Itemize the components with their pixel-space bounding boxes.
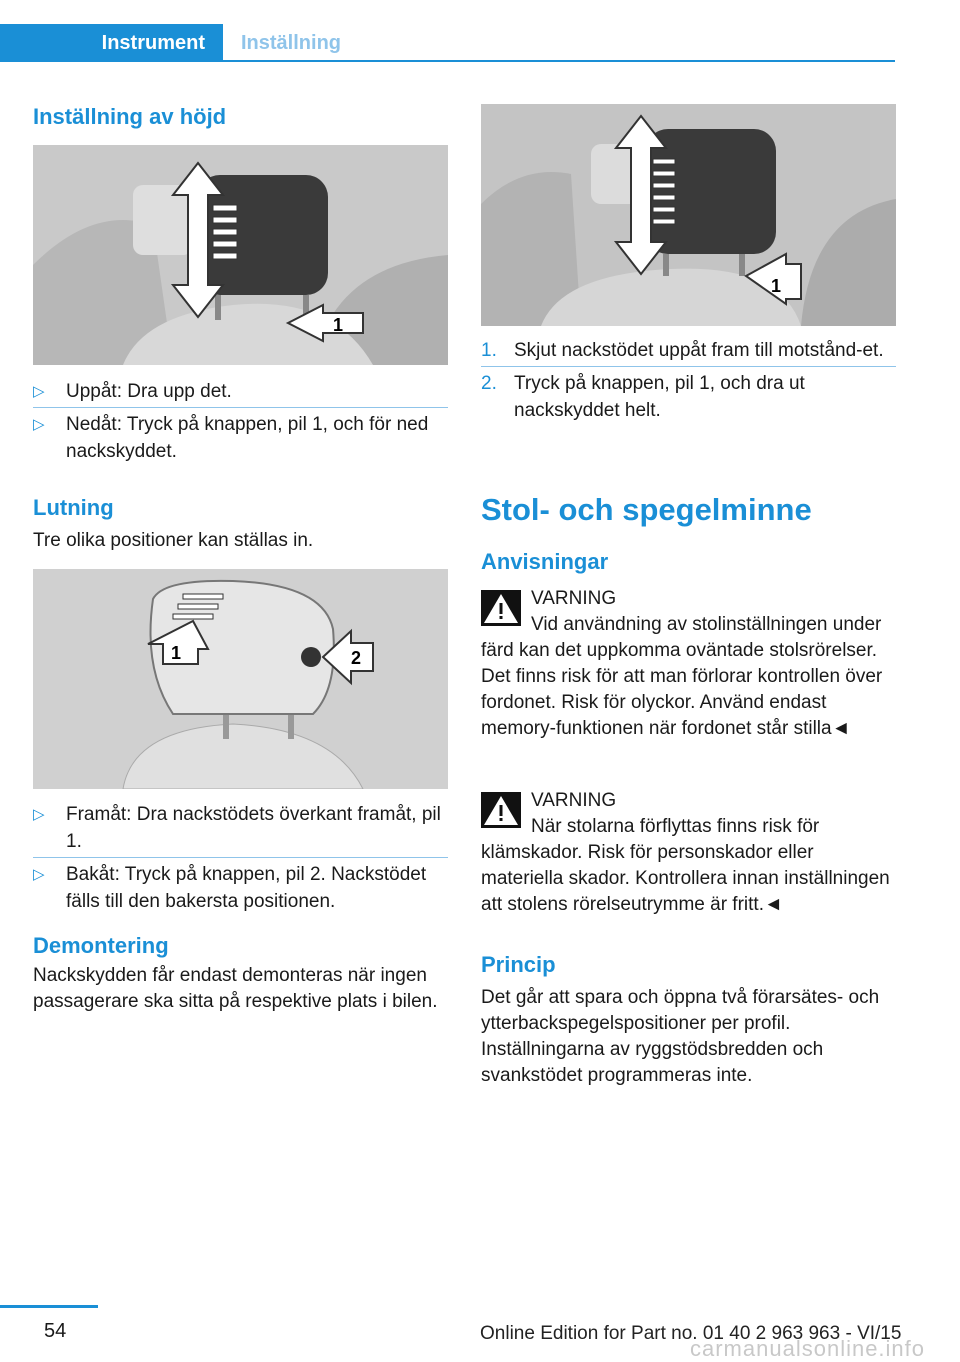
heading-lutning: Lutning xyxy=(33,495,114,520)
text-princip: Det går att spara och öppna två förarsätes- och ytterbackspegelspositioner per profil. Inställningarna av ryggstödsbredden och svankstödet programmeras inte. xyxy=(481,987,880,1086)
list-item: 1. Skjut nackstödet uppåt fram till motstånd-et. xyxy=(481,340,884,361)
heading-demontering: Demontering xyxy=(33,933,169,958)
text-demontering: Nackskydden får endast demonteras när ingen passagerare ska sitta på respektive plats i bilen. xyxy=(33,965,438,1012)
list-tilt xyxy=(33,801,448,915)
warning-label: VARNING xyxy=(531,790,617,811)
page-number: 54 xyxy=(44,1320,67,1342)
watermark: carmanualsonline.info xyxy=(690,1336,926,1361)
tab-instrument[interactable]: Instrument xyxy=(0,24,223,62)
triangle-bullet-icon: ▷ xyxy=(33,416,45,433)
figure-headrest-tilt xyxy=(33,569,448,789)
heading-installning-hojd: Inställning av höjd xyxy=(33,104,227,129)
heading-anvisningar: Anvisningar xyxy=(481,549,609,574)
footer-divider xyxy=(0,1305,98,1308)
list-item: 2. Tryck på knappen, pil 1, och dra ut nackskyddet helt. xyxy=(481,366,896,424)
figure3-label: 1 xyxy=(771,276,782,296)
warning-text: Vid användning av stolinställningen under färd kan det uppkomma oväntade stolsrörelser. Det finns risk för att man förlorar kontrollen över fordonet. Risk för olyckor. Använd endast memory-funktionen när fordonet står stilla◄ xyxy=(481,614,883,739)
figure-headrest-remove xyxy=(481,104,896,326)
warning-block-2 xyxy=(481,788,896,928)
warning-label: VARNING xyxy=(531,588,617,609)
figure-headrest-height xyxy=(33,145,448,365)
figure1-label: 1 xyxy=(333,315,344,335)
steps-list xyxy=(481,337,896,424)
warning-block-1 xyxy=(481,586,896,776)
heading-princip: Princip xyxy=(481,952,556,977)
list-item: ▷ Bakåt: Tryck på knappen, pil 2. Nackstödet fälls till den bakersta positionen. xyxy=(33,857,448,915)
figure2-label-2: 2 xyxy=(351,648,362,668)
tab-installning[interactable]: Inställning xyxy=(241,31,341,54)
figure2-label-1: 1 xyxy=(171,643,182,663)
header-divider xyxy=(0,60,895,62)
list-item: ▷ Nedåt: Tryck på knappen, pil 1, och för ned nackskyddet. xyxy=(33,407,448,465)
list-item: ▷ Framåt: Dra nackstödets överkant framåt, pil 1. xyxy=(33,801,448,855)
footer-edition: Online Edition for Part no. 01 40 2 963 963 - VI/15 xyxy=(480,1323,902,1344)
list-height xyxy=(33,378,448,465)
text-lutning: Tre olika positioner kan ställas in. xyxy=(33,530,314,551)
list-item: ▷ Uppåt: Dra upp det. xyxy=(33,378,448,405)
heading-stol-spegelminne: Stol- och spegelminne xyxy=(481,492,812,527)
triangle-bullet-icon: ▷ xyxy=(33,806,45,823)
warning-text: När stolarna förflyttas finns risk för klämskador. Risk för personskador eller materiella skador. Kontrollera innan inställningen att stolens rörelseutrymme är fritt.◄ xyxy=(481,816,890,915)
triangle-bullet-icon: ▷ xyxy=(33,383,45,400)
triangle-bullet-icon: ▷ xyxy=(33,866,45,883)
